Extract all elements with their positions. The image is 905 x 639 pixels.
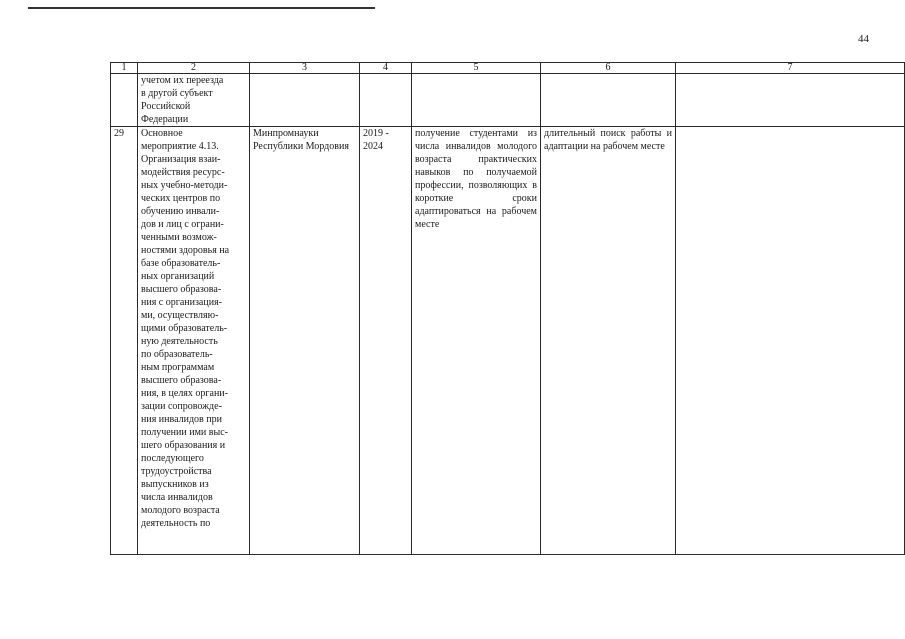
header-cell-6: 6 — [541, 63, 676, 74]
header-cell-2: 2 — [138, 63, 250, 74]
dates-cell: 2019 - 2024 — [360, 127, 412, 555]
executor-cell: Минпромнауки Республики Мордовия — [250, 127, 360, 555]
header-cell-3: 3 — [250, 63, 360, 74]
consequence-cell: длительный поиск работы и адаптации на рабочем месте — [541, 127, 676, 555]
cont-measure-cell: учетом их переезда в другой субъект Российской Федерации — [138, 74, 250, 127]
header-cell-7: 7 — [676, 63, 905, 74]
page-number: 44 — [858, 33, 869, 45]
header-cell-4: 4 — [360, 63, 412, 74]
cont-result-cell — [412, 74, 541, 127]
header-cell-1: 1 — [111, 63, 138, 74]
continuation-row — [111, 74, 905, 127]
cont-num-cell — [111, 74, 138, 127]
cont-consequence-cell — [541, 74, 676, 127]
measure-name-cell: Основное мероприятие 4.13. Организация взаи- модействия ресурс- ных учебно-методи- ческих центров по обучению инвали- дов и лиц с ограни- ченными возмож- ностями здоровья на базе образователь- ных организаций высшего образова- ния с организация- ми, осуществляю- щими образователь- ную деятельность по образователь- ным программам высшего образова- ния, в целях органи- зации сопровожде- ния инвалидов при получении ими выс- шего образования и последующего трудоустройства выпускников из числа инвалидов молодого возраста деятельность по — [138, 127, 250, 555]
cont-link-cell — [676, 74, 905, 127]
header-cell-5: 5 — [412, 63, 541, 74]
cont-executor-cell — [250, 74, 360, 127]
cont-dates-cell — [360, 74, 412, 127]
measures-table — [110, 62, 905, 555]
table-header-row — [111, 63, 905, 74]
table-row — [111, 127, 905, 555]
expected-result-cell: получение студентами из числа инвалидов молодого возраста практических навыков по получаемой профессии, позволяющих в короткие сроки адаптироваться на рабочем месте — [412, 127, 541, 555]
link-cell — [676, 127, 905, 555]
row-number: 29 — [111, 127, 138, 555]
top-rule — [28, 7, 375, 9]
